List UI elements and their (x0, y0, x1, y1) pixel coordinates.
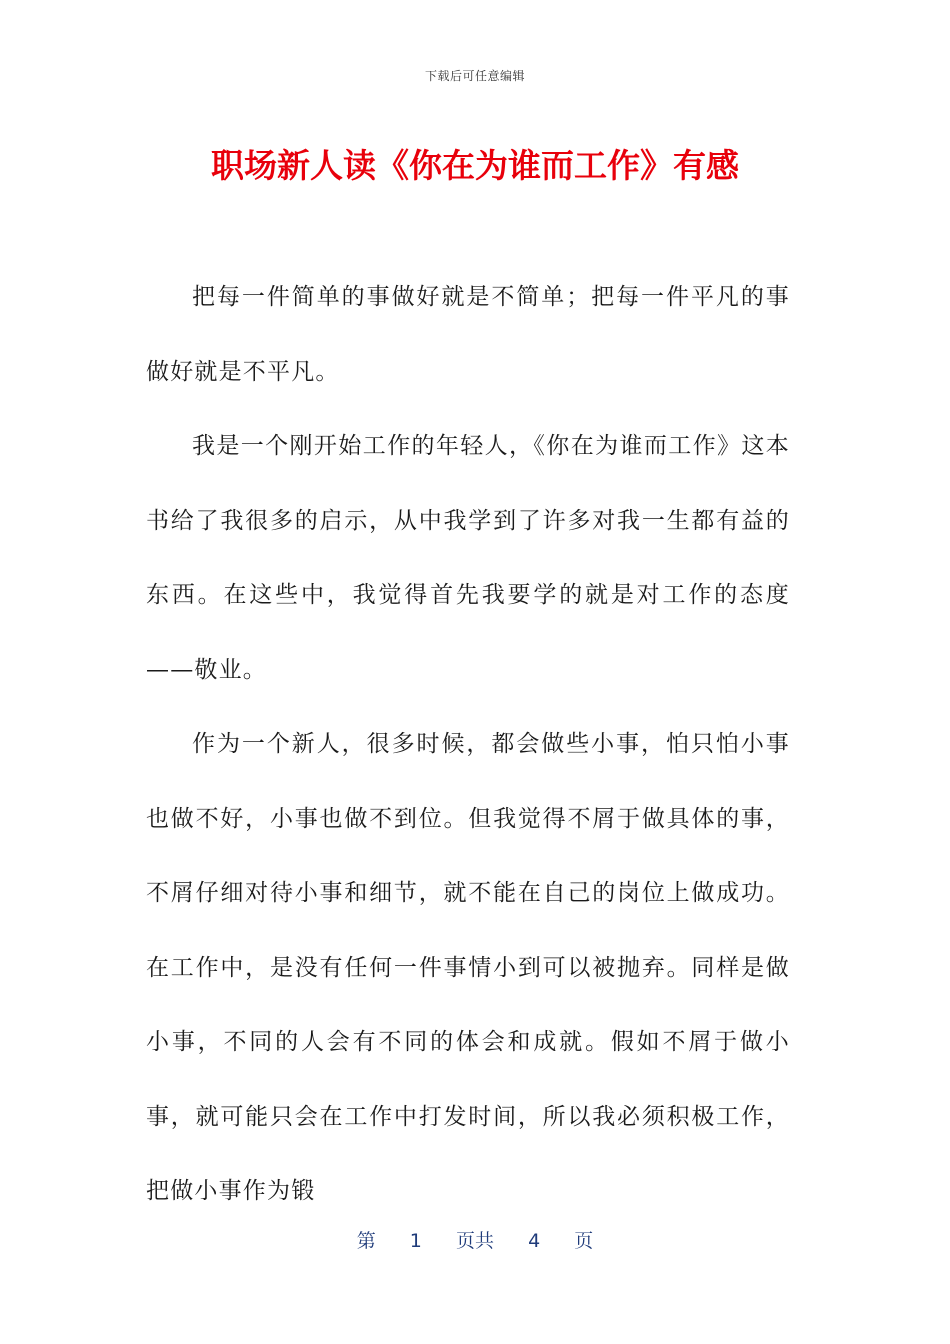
document-title: 职场新人读《你在为谁而工作》有感 (211, 146, 739, 185)
paragraph: 把每一件简单的事做好就是不简单；把每一件平凡的事做好就是不平凡。 (146, 284, 790, 385)
page-footer (0, 1226, 950, 1253)
page-suffix: 页 (574, 1230, 594, 1252)
paragraph: 我是一个刚开始工作的年轻人，《你在为谁而工作》这本书给了我很多的启示，从中我学到了许多对我一生都有益的东西。在这些中，我觉得首先我要学的就是对工作的态度——敬业。 (146, 433, 790, 683)
total-pages-number: 4 (528, 1230, 541, 1252)
current-page-number: 1 (409, 1230, 422, 1252)
document-body (146, 260, 790, 1229)
paragraph: 作为一个新人，很多时候，都会做些小事，怕只怕小事也做不好，小事也做不到位。但我觉得不屑于做具体的事，不屑仔细对待小事和细节，就不能在自己的岗位上做成功。在工作中，是没有任何一件事情小到可以被抛弃。同样是做小事，不同的人会有不同的体会和成就。假如不屑于做小事，就可能只会在工作中打发时间，所以我必须积极工作，把做小事作为锻 (146, 731, 790, 1204)
header-note: 下载后可任意编辑 (424, 69, 525, 83)
page-mid: 页共 (455, 1230, 494, 1252)
page-prefix: 第 (356, 1230, 376, 1252)
